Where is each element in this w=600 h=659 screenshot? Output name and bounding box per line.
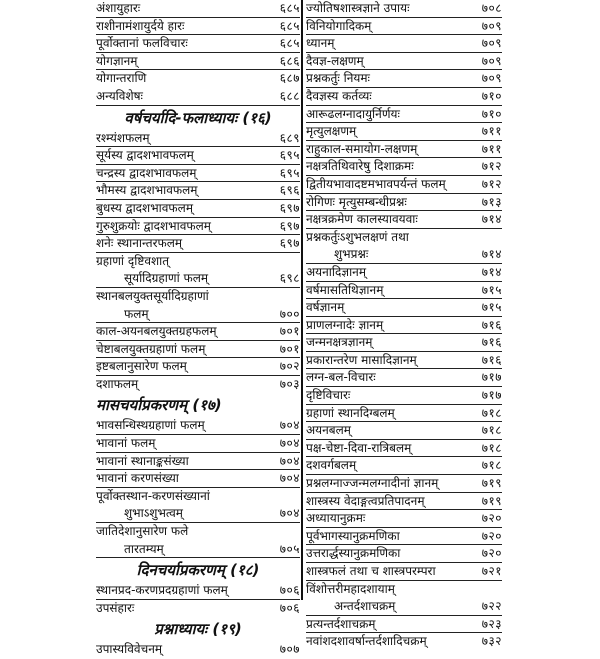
page-number: ७०९ <box>481 71 502 86</box>
toc-entry <box>96 600 300 618</box>
entry-title: ग्रहाणां स्थानदिग्बलम् <box>306 405 395 420</box>
entry-title: प्रश्नकर्तुःऽशुभलक्षणं तथा <box>306 229 409 244</box>
toc-entry <box>306 18 502 36</box>
page-number: ७१३ <box>481 194 502 209</box>
toc-entry <box>306 211 502 229</box>
page-number: ७०९ <box>481 18 502 33</box>
toc-entry <box>96 200 300 218</box>
toc-entry <box>96 453 300 471</box>
toc-entry <box>306 493 502 511</box>
right-column <box>306 0 502 649</box>
page-number: ७०६ <box>279 583 300 598</box>
entry-title: पूर्वोक्तस्थान-करणसंख्यानां <box>96 488 210 503</box>
entry-title: दिनचर्याप्रकरणम् (१८) <box>136 561 260 580</box>
page-number: ७०२ <box>279 359 300 374</box>
entry-title: रश्म्यंशफलम् <box>96 130 150 145</box>
entry-title: वर्षमासतिथिज्ञानम् <box>306 282 384 297</box>
page-number: ७०८ <box>481 1 502 15</box>
entry-title: दशाफलम् <box>96 376 139 391</box>
page-number: ७१२ <box>481 159 502 174</box>
entry-title: शनेः स्थानान्तरफलम् <box>96 236 183 251</box>
page-number: ७१४ <box>481 264 502 279</box>
entry-title: अध्यायानुक्रमः <box>306 511 366 526</box>
page-number: ६९५ <box>279 148 300 163</box>
entry-title: गुरुशुक्रयोः द्वादशभावफलम् <box>96 218 211 233</box>
entry-title: विंशोत्तरीमहादशायाम् <box>306 581 395 596</box>
toc-entry <box>306 387 502 405</box>
entry-title: ध्यानम् <box>306 36 335 51</box>
toc-entry <box>96 70 300 88</box>
page-number: ७०४ <box>279 471 300 486</box>
column-divider <box>301 0 303 600</box>
toc-entry <box>306 158 502 176</box>
toc-entry <box>306 0 502 18</box>
toc-entry <box>96 505 300 523</box>
entry-title: ग्रहाणां दृष्टिवशात् <box>96 253 170 268</box>
entry-title: नक्षत्रतिथिवारेषु दिशाक्रमः <box>306 159 414 174</box>
entry-title: भावसन्धिस्थग्रहाणां फलम् <box>96 418 205 433</box>
entry-title: पूर्वोक्तानां फलविचारः <box>96 36 188 51</box>
toc-entry <box>306 194 502 212</box>
entry-title: रोगिणः मृत्युसम्बन्धीप्रश्नः <box>306 194 407 209</box>
page-number: ६९५ <box>279 165 300 180</box>
toc-entry <box>306 246 502 264</box>
entry-title: अन्तर्दशाचक्रम् <box>334 599 396 614</box>
page-number: ७११ <box>481 124 502 139</box>
toc-entry <box>96 488 300 506</box>
page-number: ६८५ <box>279 36 300 51</box>
page-number: ७१८ <box>481 440 502 455</box>
page-number: ६९८ <box>279 271 300 286</box>
page-number: ७१६ <box>481 352 502 367</box>
page-number: ६९७ <box>279 236 300 251</box>
toc-entry <box>306 563 502 581</box>
toc-entry <box>96 288 300 306</box>
toc-entry <box>306 299 502 317</box>
page-number: ६८७ <box>279 71 300 86</box>
page-number: ७१९ <box>481 493 502 508</box>
toc-entry <box>96 523 300 541</box>
section-heading <box>96 617 300 641</box>
entry-title: पूर्वभागस्यानुक्रमणिका <box>306 528 400 543</box>
page-number: ७१७ <box>481 370 502 385</box>
toc-entry <box>96 582 300 600</box>
entry-title: जन्मनक्षत्रज्ञानम् <box>306 335 373 350</box>
toc-entry <box>306 528 502 546</box>
page-number: ६८९ <box>279 130 300 145</box>
entry-title: शुभप्रश्नः <box>334 247 369 262</box>
toc-entry <box>306 229 502 247</box>
section-heading <box>96 393 300 417</box>
section-heading <box>96 558 300 582</box>
toc-entry <box>96 306 300 324</box>
entry-title: अन्यविशेषः <box>96 88 143 103</box>
entry-title: दैवज्ञ-लक्षणम् <box>306 53 364 68</box>
entry-title: दशवर्गबलम् <box>306 458 357 473</box>
toc-entry <box>96 165 300 183</box>
toc-entry <box>306 334 502 352</box>
entry-title: स्थानबलयुक्तसूर्यादिग्रहाणां <box>96 288 209 303</box>
toc-entry <box>96 641 300 659</box>
page-number: ७१२ <box>481 176 502 191</box>
entry-title: मासचर्याप्रकरणम् (१७) <box>96 396 222 415</box>
toc-entry <box>306 53 502 71</box>
entry-title: दृष्टिविचारः <box>306 388 351 403</box>
entry-title: योगज्ञानम् <box>96 53 138 68</box>
entry-title: उपास्यविवेचनम् <box>96 642 163 657</box>
entry-title: शुभाऽशुभत्वम् <box>124 506 183 521</box>
entry-title: प्रकारान्तरेण मासादिज्ञानम् <box>306 352 417 367</box>
toc-entry <box>96 323 300 341</box>
toc-entry <box>96 435 300 453</box>
page-number: ७२१ <box>481 564 502 578</box>
toc-entry <box>96 235 300 253</box>
entry-title: भौमस्य द्वादशभावफलम् <box>96 183 198 198</box>
entry-title: मृत्युलक्षणम् <box>306 124 357 139</box>
page-number: ७०३ <box>279 376 300 391</box>
page-number: ७१६ <box>481 317 502 332</box>
page-number: ६८५ <box>279 1 300 15</box>
toc-entry <box>96 53 300 71</box>
toc-entry <box>306 616 502 634</box>
page-number: ७०७ <box>279 642 300 657</box>
entry-title: सूर्यादिग्रहाणां फलम् <box>124 271 209 286</box>
entry-title: योगान्तराणि <box>96 71 147 86</box>
entry-title: जातिदेशानुसारेण फले <box>96 524 189 539</box>
entry-title: वर्षचर्यादि-फलाध्यायः (१६) <box>124 108 272 127</box>
toc-entry <box>96 18 300 36</box>
page-number: ७११ <box>481 141 502 156</box>
entry-title: अयनबलम् <box>306 423 351 438</box>
page-number: ७०१ <box>279 324 300 339</box>
toc-entry <box>306 422 502 440</box>
toc-entry <box>96 358 300 376</box>
toc-entry <box>306 457 502 475</box>
toc-entry <box>306 141 502 159</box>
page-number: ६८६ <box>279 53 300 68</box>
page-number: ७०४ <box>279 436 300 451</box>
toc-entry <box>306 88 502 106</box>
entry-title: प्रश्नाध्यायः (१९) <box>154 620 242 639</box>
entry-title: प्रश्नकर्तुः नियमः <box>306 71 370 86</box>
toc-entry <box>96 541 300 559</box>
page-number: ७०४ <box>279 506 300 521</box>
entry-title: भावानां करणसंख्या <box>96 471 179 486</box>
page-number: ७०० <box>279 306 300 321</box>
toc-entry <box>306 264 502 282</box>
toc-entry <box>96 253 300 271</box>
page-number: ७१४ <box>481 247 502 262</box>
page-number: ६८८ <box>279 88 300 103</box>
entry-title: भावानां स्थानाङ्कसंख्या <box>96 453 189 468</box>
toc-entry <box>96 35 300 53</box>
page-number: ७१५ <box>481 300 502 315</box>
entry-title: प्राणलग्नादेः ज्ञानम् <box>306 317 384 332</box>
section-heading <box>96 106 300 130</box>
page-number: ७१४ <box>481 212 502 227</box>
entry-title: आरूढलग्नादायुर्निर्णयः <box>306 106 400 121</box>
entry-title: पक्ष-चेष्टा-दिवा-रात्रिबलम् <box>306 440 412 455</box>
page-number: ७१६ <box>481 335 502 350</box>
toc-entry <box>306 581 502 599</box>
page-number: ६९७ <box>279 200 300 215</box>
toc-entry <box>306 317 502 335</box>
toc-entry <box>306 369 502 387</box>
toc-entry <box>96 376 300 394</box>
entry-title: दैवज्ञस्य कर्तव्यः <box>306 88 372 103</box>
entry-title: नवांशदशावर्षान्तर्दशादिचक्रम् <box>306 634 427 649</box>
entry-title: वर्षज्ञानम् <box>306 300 345 315</box>
entry-title: स्थानप्रद-करणप्रदग्रहाणां फलम् <box>96 583 228 598</box>
entry-title: अयनादिज्ञानम् <box>306 264 367 279</box>
page-number: ७०६ <box>279 600 300 615</box>
toc-entry <box>306 545 502 563</box>
page-number: ७०९ <box>481 53 502 68</box>
toc-entry <box>306 405 502 423</box>
page-number: ७०४ <box>279 418 300 433</box>
entry-title: तारतम्यम् <box>124 541 164 556</box>
entry-title: शास्त्रफलं तथा च शास्त्रपरम्परा <box>306 564 436 578</box>
page-number: ७२३ <box>481 616 502 631</box>
toc-entry <box>96 218 300 236</box>
page-number: ७०४ <box>279 453 300 468</box>
entry-title: राशीनामंशायुर्दये हारः <box>96 18 185 33</box>
toc-entry <box>306 123 502 141</box>
page-number: ७२२ <box>481 599 502 614</box>
toc-entry <box>306 106 502 124</box>
entry-title: भावानां फलम् <box>96 436 156 451</box>
toc-entry <box>96 270 300 288</box>
toc-entry <box>306 70 502 88</box>
entry-title: विनियोगादिकम् <box>306 18 372 33</box>
page-number: ७१८ <box>481 458 502 473</box>
page-number: ६९७ <box>279 218 300 233</box>
entry-title: प्रश्नलग्नाज्जन्मलग्नादीनां ज्ञानम् <box>306 476 439 491</box>
toc-entry <box>306 440 502 458</box>
entry-title: चेष्टाबलयुक्तग्रहाणां फलम् <box>96 341 206 356</box>
page-number: ६९६ <box>279 183 300 198</box>
entry-title: अंशायुहारः <box>96 1 141 15</box>
toc-entry <box>306 35 502 53</box>
toc-entry <box>96 417 300 435</box>
toc-entry <box>306 475 502 493</box>
entry-title: इष्टबलानुसारेण फलम् <box>96 359 187 374</box>
entry-title: फलम् <box>124 306 149 321</box>
entry-title: उत्तरार्द्धस्यानुक्रमणिका <box>306 546 401 561</box>
toc-entry <box>96 0 300 18</box>
page-number: ७२० <box>481 546 502 561</box>
toc-entry <box>306 176 502 194</box>
entry-title: प्रत्यन्तर्दशाचक्रम् <box>306 616 376 631</box>
page-number: ७१८ <box>481 405 502 420</box>
entry-title: शास्त्रस्य वेदाङ्गत्वप्रतिपादनम् <box>306 493 425 508</box>
toc-entry <box>306 598 502 616</box>
page-number: ७१८ <box>481 423 502 438</box>
toc-entry <box>96 130 300 148</box>
toc-entry <box>96 88 300 106</box>
page-number: ७२० <box>481 511 502 526</box>
entry-title: काल-अयनबलयुक्तग्रहफलम् <box>96 324 217 339</box>
toc-entry <box>306 633 502 651</box>
toc-entry <box>96 147 300 165</box>
entry-title: ज्योतिषशास्त्रज्ञाने उपायः <box>306 1 410 15</box>
entry-title: चन्द्रस्य द्वादशभावफलम् <box>96 165 197 180</box>
toc-entry <box>96 182 300 200</box>
page-number: ७३२ <box>481 634 502 649</box>
entry-title: लग्न-बल-विचारः <box>306 370 376 385</box>
left-column <box>96 0 300 657</box>
page-number: ७१७ <box>481 388 502 403</box>
toc-entry <box>306 352 502 370</box>
entry-title: सूर्यस्य द्वादशभावफलम् <box>96 148 194 163</box>
entry-title: राहुकाल-समायोग-लक्षणम् <box>306 141 418 156</box>
page-number: ७१५ <box>481 282 502 297</box>
toc-entry <box>96 470 300 488</box>
entry-title: उपसंहारः <box>96 600 135 615</box>
entry-title: नक्षत्रक्रमेण कालस्यावयवाः <box>306 212 418 227</box>
toc-entry <box>306 510 502 528</box>
toc-entry <box>96 341 300 359</box>
toc-entry <box>306 282 502 300</box>
page-number: ७०५ <box>279 541 300 556</box>
page-number: ७१० <box>481 88 502 103</box>
page-number: ७२० <box>481 528 502 543</box>
page-number: ७१० <box>481 106 502 121</box>
page-number: ६८५ <box>279 18 300 33</box>
entry-title: बुधस्य द्वादशभावफलम् <box>96 200 193 215</box>
entry-title: द्वितीयभावादष्टमभावपर्यन्तं फलम् <box>306 176 446 191</box>
page-number: ७०१ <box>279 341 300 356</box>
page-number: ७१९ <box>481 476 502 491</box>
page-number: ७०९ <box>481 36 502 51</box>
